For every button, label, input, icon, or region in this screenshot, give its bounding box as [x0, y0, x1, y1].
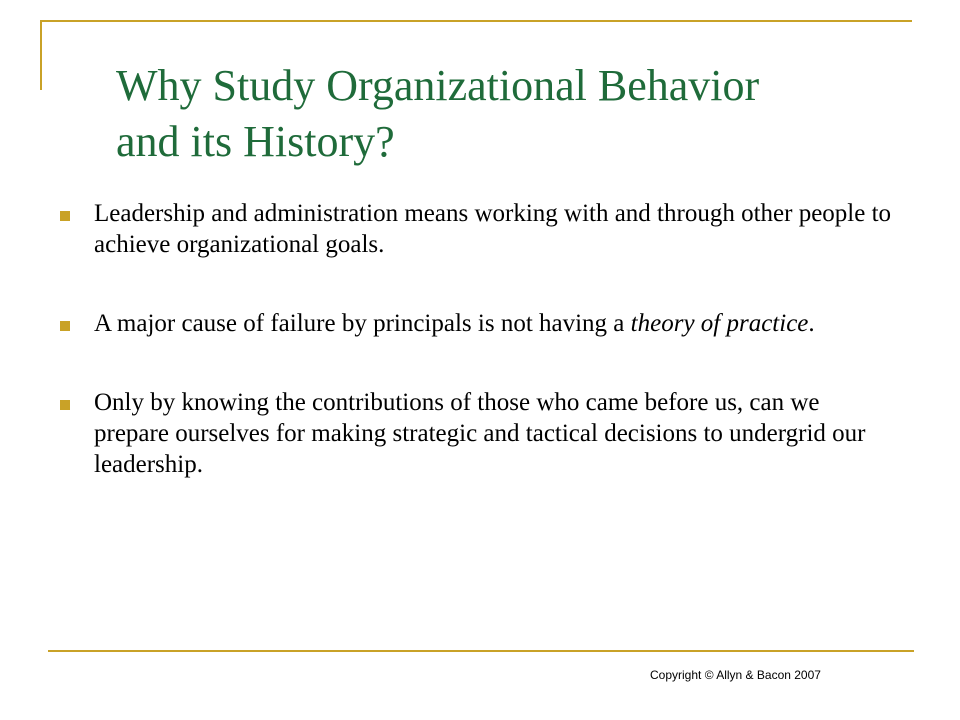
bullet-text: Leadership and administration means working with and through other people to achieve organizational goals.: [94, 200, 892, 258]
square-bullet-icon: [60, 400, 70, 410]
bullet-item: [60, 198, 900, 260]
bullet-text: A major cause of failure by principals is not having a: [94, 310, 631, 337]
square-bullet-icon: [60, 321, 70, 331]
slide-title: [116, 58, 906, 170]
slide-title-line-2: and its History?: [116, 117, 395, 166]
bullet-text-end: .: [808, 310, 815, 337]
left-divider-line: [40, 20, 42, 90]
slide-title-line-1: Why Study Organizational Behavior: [116, 61, 760, 110]
bullet-text: Only by knowing the contributions of those who came before us, can we prepare ourselves for making strategic and tactical decisions to undergrid our leadership.: [94, 389, 866, 478]
copyright-footer: Copyright © Allyn & Bacon 2007: [650, 668, 821, 682]
bullet-item: [60, 387, 900, 480]
bullet-text-italic: theory of practice: [630, 310, 809, 337]
bullet-list: [60, 198, 900, 480]
top-divider-line: [40, 20, 912, 22]
square-bullet-icon: [60, 211, 70, 221]
bullet-item: [60, 308, 900, 339]
bottom-divider-line: [48, 650, 914, 652]
